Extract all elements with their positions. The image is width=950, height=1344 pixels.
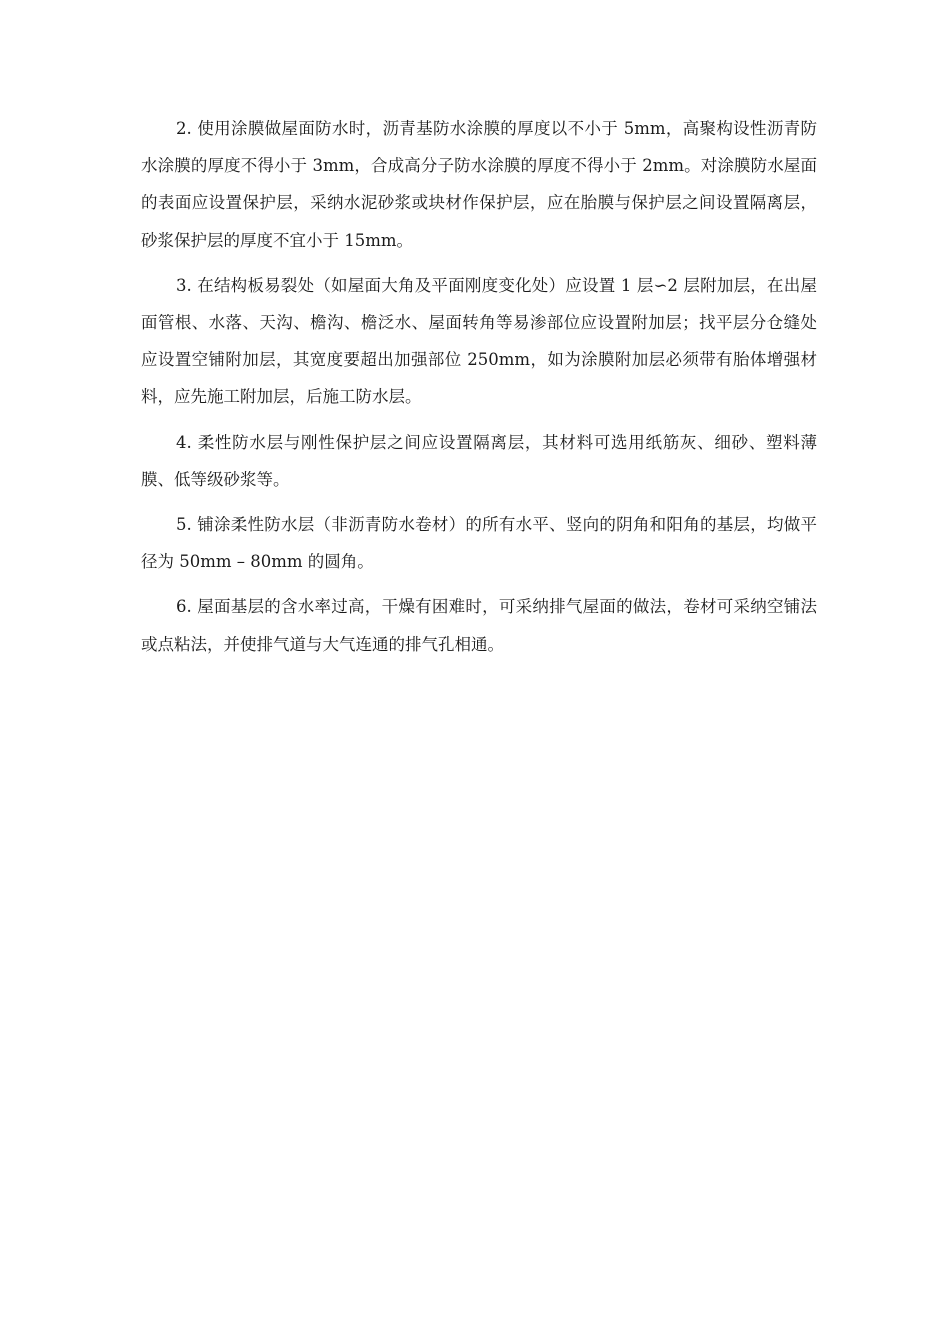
paragraph-item-2: 2. 使用涂膜做屋面防水时，沥青基防水涂膜的厚度以不小于 5mm，高聚构设性沥青防水涂膜的厚度不得小于 3mm，合成高分子防水涂膜的厚度不得小于 2mm。对涂膜防水屋面的表面应设置保护层，采纳水泥砂浆或块材作保护层，应在胎膜与保护层之间设置隔离层，砂浆保护层的厚度不宜小于 15mm。 bbox=[141, 119, 817, 250]
paragraph-item-5: 5. 铺涂柔性防水层（非沥青防水卷材）的所有水平、竖向的阴角和阳角的基层，均做平径为 50mm – 80mm 的圆角。 bbox=[141, 515, 817, 572]
paragraph-item-4: 4. 柔性防水层与刚性保护层之间应设置隔离层，其材料可选用纸筋灰、细砂、塑料薄膜、低等级砂浆等。 bbox=[141, 432, 817, 489]
paragraph-item-6: 6. 屋面基层的含水率过高，干燥有困难时，可采纳排气屋面的做法，卷材可采纳空铺法或点粘法，并使排气道与大气连通的排气孔相通。 bbox=[141, 597, 817, 654]
paragraph-item-3: 3. 在结构板易裂处（如屋面大角及平面刚度变化处）应设置 1 层∽2 层附加层，在出屋面管根、水落、天沟、檐沟、檐泛水、屋面转角等易渗部位应设置附加层；找平层分仓缝处应设置空铺附加层，其宽度要超出加强部位 250mm，如为涂膜附加层必须带有胎体增强材料，应先施工附加层，后施工防水层。 bbox=[141, 275, 817, 407]
document-body bbox=[141, 110, 817, 671]
